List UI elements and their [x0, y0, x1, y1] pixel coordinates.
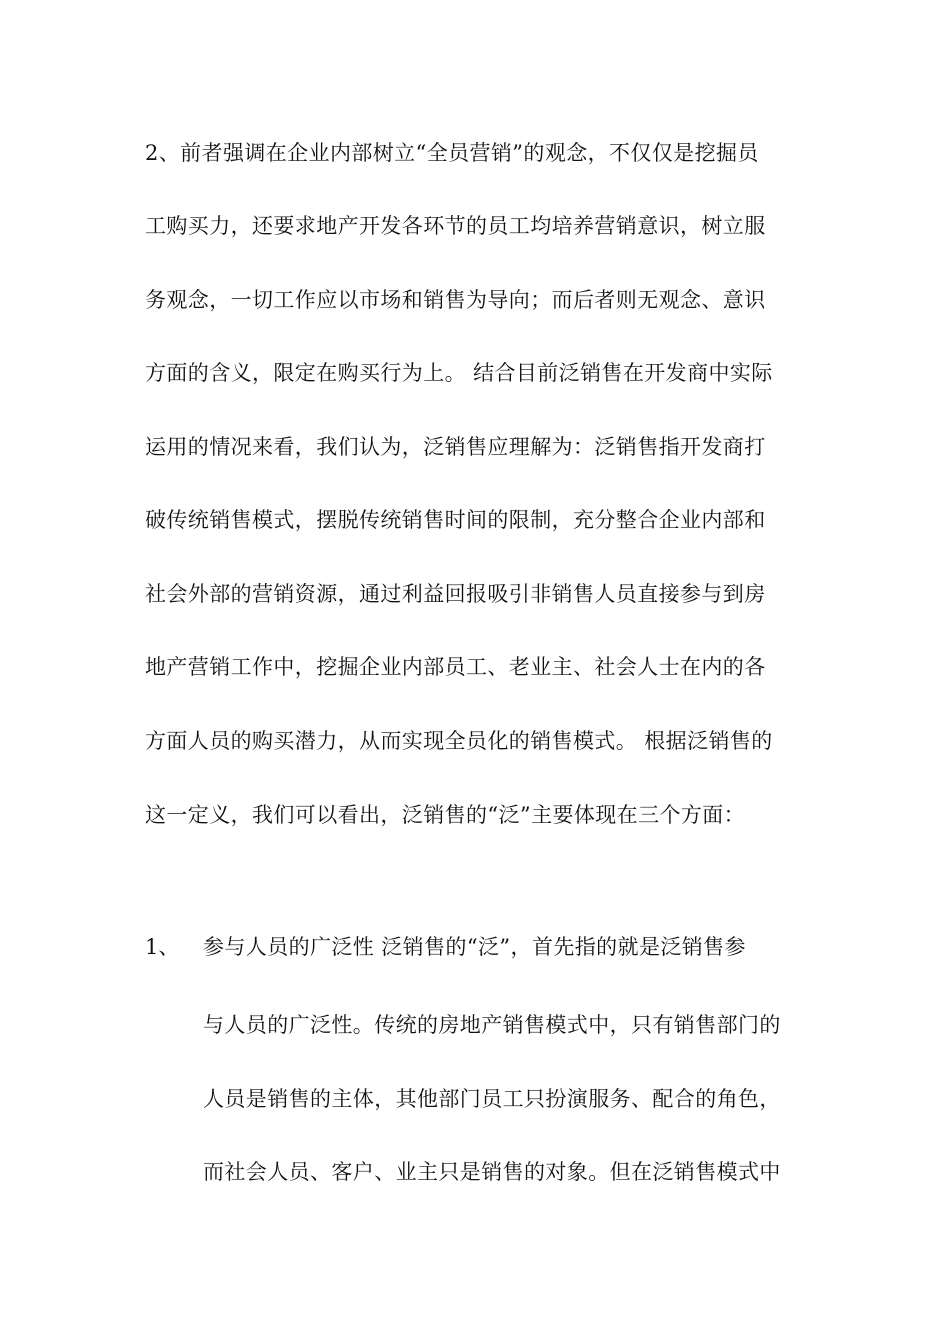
paragraph-line: 社会外部的营销资源，通过利益回报吸引非销售人员直接参与到房	[145, 582, 766, 606]
paragraph-line: 方面人员的购买潜力，从而实现全员化的销售模式。 根据泛销售的	[145, 729, 773, 753]
paragraph-line: 破传统销售模式，摆脱传统销售时间的限制，充分整合企业内部和	[145, 508, 766, 532]
paragraph-line: 2、前者强调在企业内部树立“全员营销”的观念，不仅仅是挖掘员	[145, 141, 759, 165]
paragraph-line: 地产营销工作中，挖掘企业内部员工、老业主、社会人士在内的各	[145, 655, 766, 679]
paragraph-line: 方面的含义，限定在购买行为上。 结合目前泛销售在开发商中实际	[145, 361, 773, 385]
paragraph-line: 务观念，一切工作应以市场和销售为导向；而后者则无观念、意识	[145, 288, 766, 312]
paragraph-line: 运用的情况来看，我们认为，泛销售应理解为：泛销售指开发商打	[145, 435, 766, 459]
paragraph-line: 工购买力，还要求地产开发各环节的员工均培养营销意识，树立服	[145, 214, 766, 238]
list-item-line: 人员是销售的主体，其他部门员工只扮演服务、配合的角色，	[203, 1087, 781, 1111]
list-item-line: 参与人员的广泛性 泛销售的“泛”，首先指的就是泛销售参	[203, 935, 746, 959]
list-item-line: 而社会人员、客户、业主只是销售的对象。但在泛销售模式中	[203, 1160, 781, 1184]
list-marker: 1、	[145, 935, 180, 959]
list-item-line: 与人员的广泛性。传统的房地产销售模式中，只有销售部门的	[203, 1013, 781, 1037]
paragraph-line: 这一定义，我们可以看出，泛销售的“泛”主要体现在三个方面：	[145, 803, 746, 827]
